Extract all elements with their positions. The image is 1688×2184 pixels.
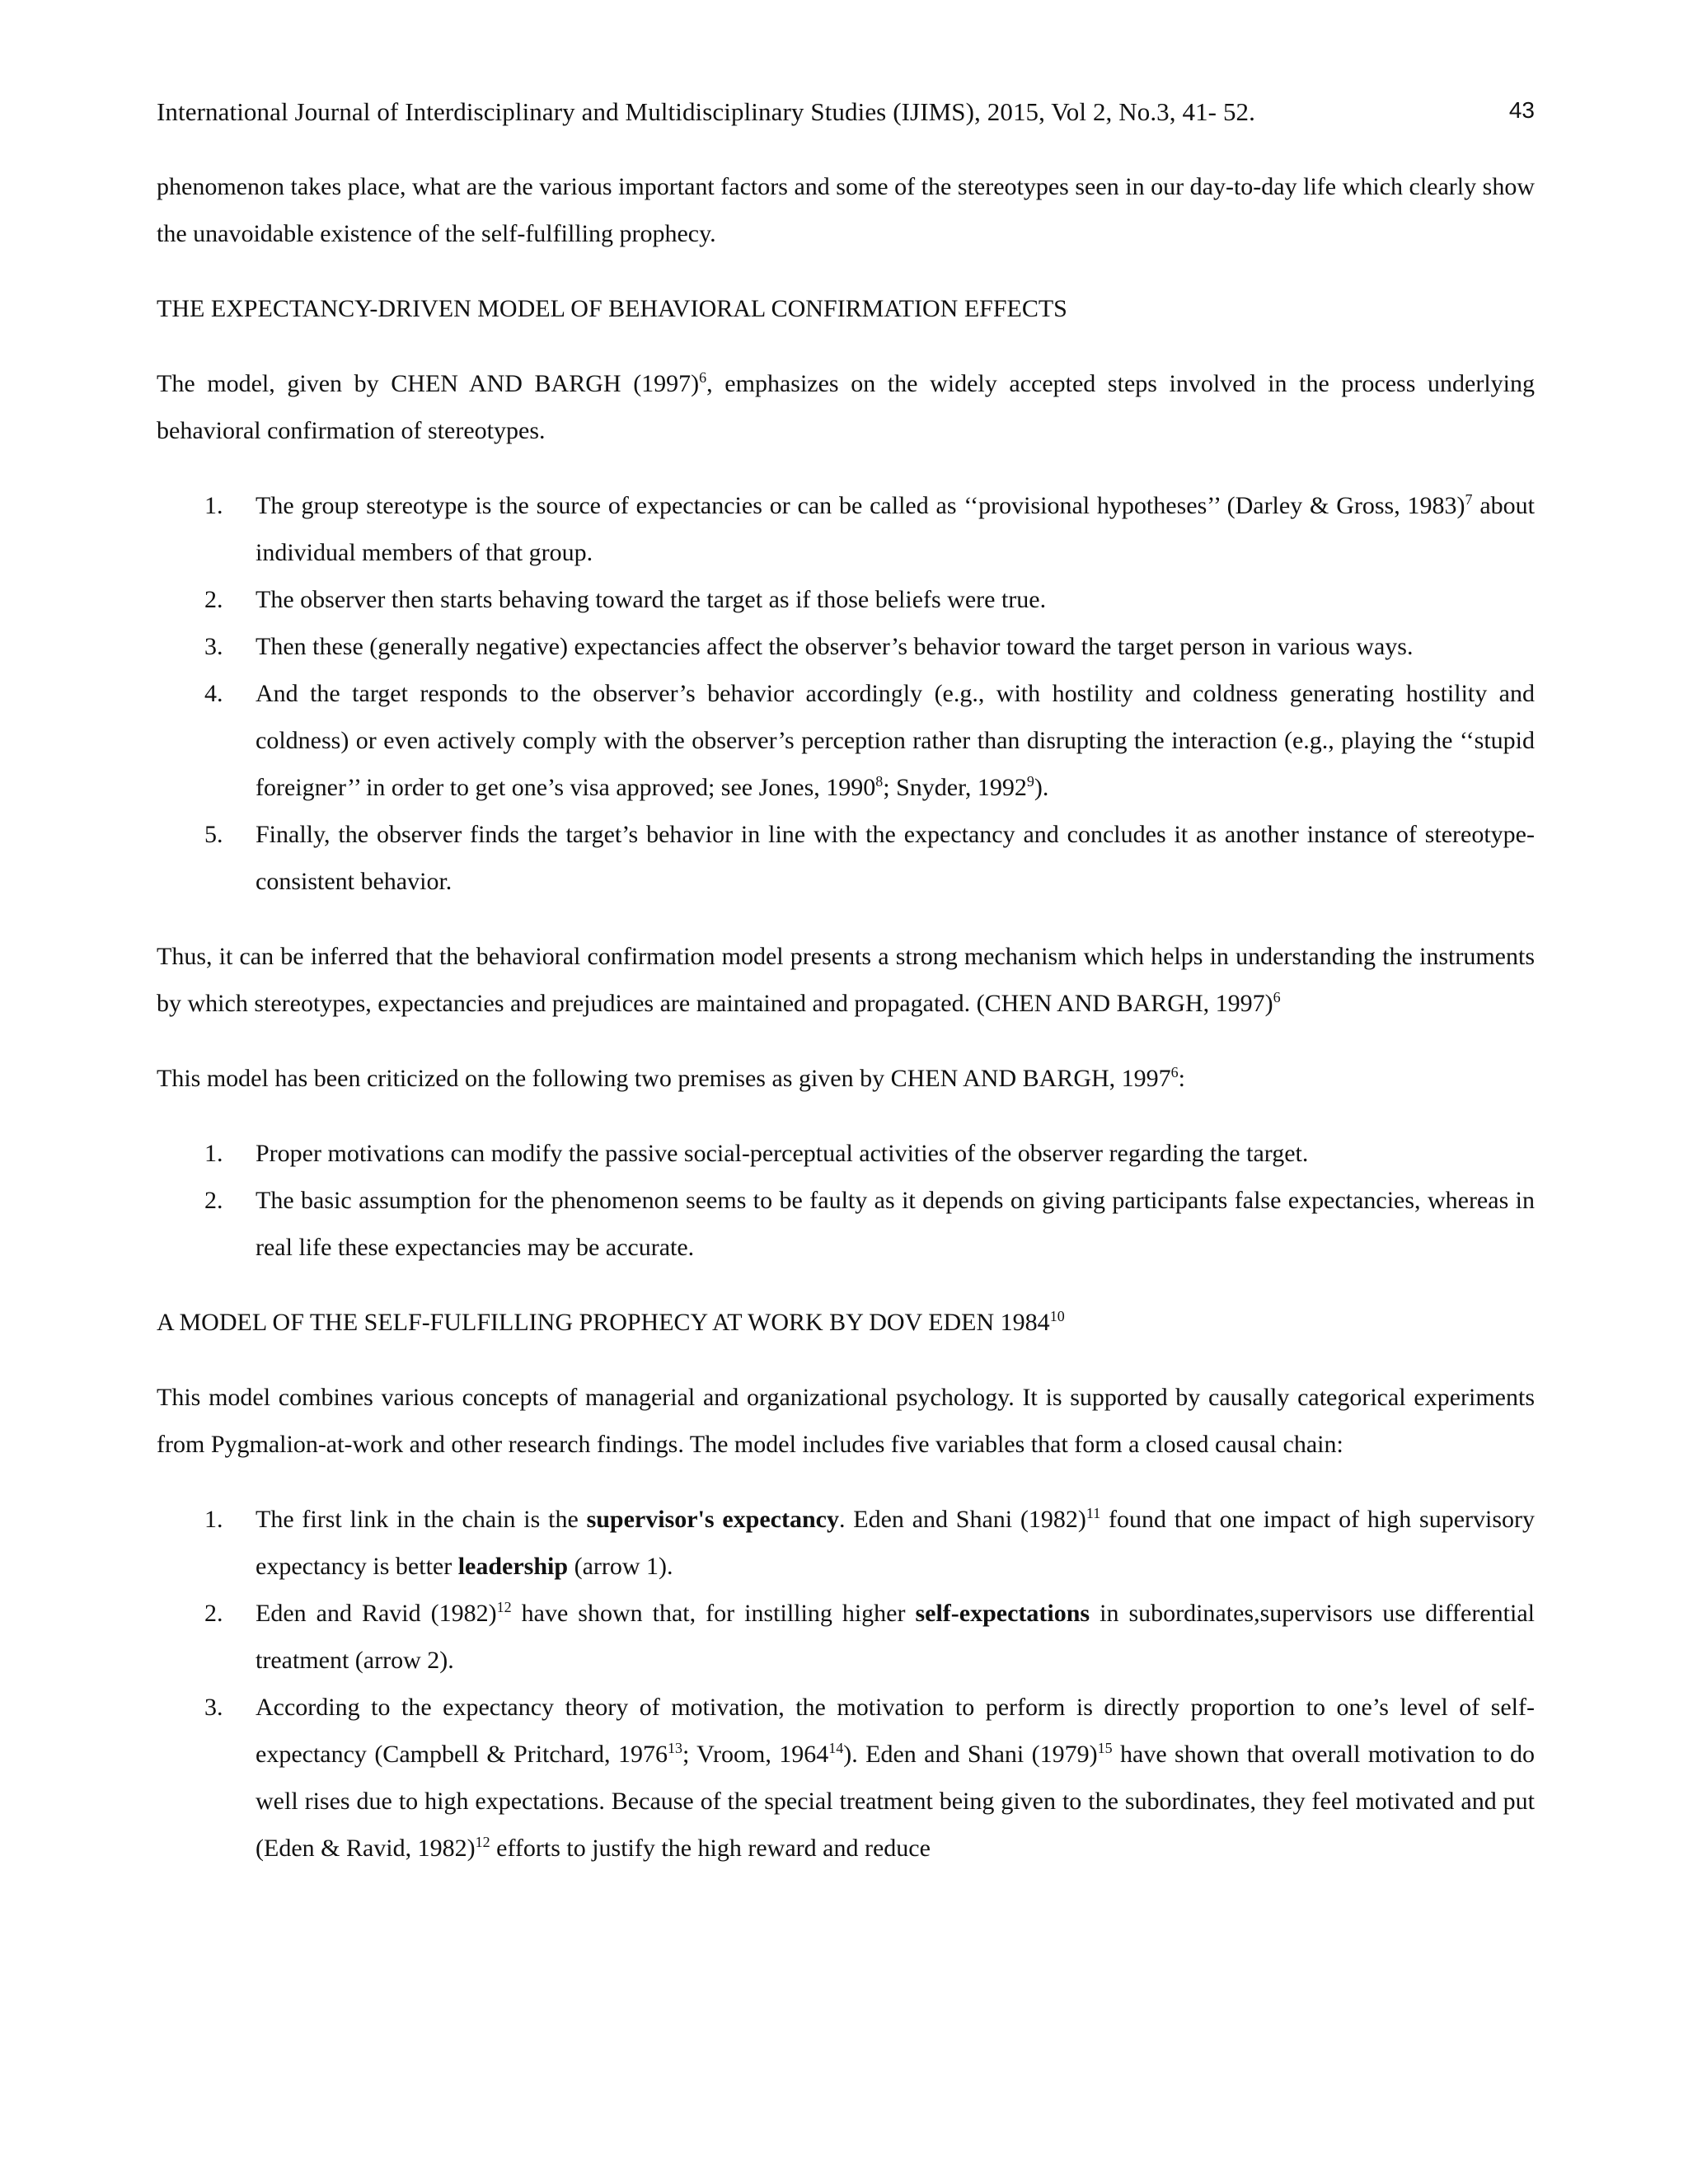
paragraph-eden-model: This model combines various concepts of managerial and organizational psychology. It is supported by causally categorical experiments from Pygmalion-at-work and other research findings. The model includes five variables that form a closed causal chain: — [157, 1384, 1535, 1458]
section-heading-expectancy-model: THE EXPECTANCY-DRIVEN MODEL OF BEHAVIORAL CONFIRMATION EFFECTS — [157, 295, 1067, 322]
causal-chain-list — [157, 1496, 1535, 1872]
section-heading-eden-model: A MODEL OF THE SELF-FULFILLING PROPHECY AT WORK BY DOV EDEN 1984$^{10}$ — [157, 1308, 1065, 1336]
list-item: 3. Then these (generally negative) expectancies affect the observer’s behavior toward the target person in various ways. — [204, 633, 1414, 660]
list-item: 1. Proper motivations can modify the passive social-perceptual activities of the observer regarding the target. — [204, 1140, 1309, 1167]
list-item: 5. Finally, the observer finds the target’s behavior in line with the expectancy and concludes it as another instance of stereotype-consistent behavior. — [204, 821, 1535, 895]
paragraph-model-description: The model, given by CHEN AND BARGH $(1997)^6$, emphasizes on the widely accepted steps involved in the process underlying behavioral confirmation of stereotypes. — [157, 369, 1535, 444]
paragraph-criticism: This model has been criticized on the following two premises as given by CHEN AND BARGH, 1997$^6$: — [157, 1064, 1185, 1092]
journal-citation: International Journal of Interdisciplinary and Multidisciplinary Studies (IJIMS), 2015, Vol 2, No.3, 41- 52. — [157, 97, 1256, 126]
intro-paragraph: phenomenon takes place, what are the various important factors and some of the stereotypes seen in our day-to-day life which clearly show the unavoidable existence of the self-fulfilling prophecy. — [157, 173, 1535, 247]
page-body — [157, 163, 1535, 1872]
list-item: 2. Eden and Ravid $(1982)^{12}$ have shown that, for instilling higher self-expectations in subordinates,supervisors use differential treatment (arrow 2). — [204, 1599, 1535, 1674]
page-header — [157, 97, 1535, 138]
list-item: 2. The observer then starts behaving toward the target as if those beliefs were true. — [204, 586, 1047, 613]
citation-superscript: 6 — [699, 369, 707, 386]
list-item: 4. And the target responds to the observer’s behavior accordingly (e.g., with hostility and coldness generating hostility and coldness) or even actively comply with the observer’s perception rather than disrupting the interaction (e.g., playing the ‘‘stupid foreigner’’ in order to get one’s visa approved; see Jones, 1990$^8$; Snyder, 1992$^9$). — [204, 680, 1535, 801]
paragraph-inference: Thus, it can be inferred that the behavioral confirmation model presents a strong mechanism which helps in understanding the instruments by which stereotypes, expectancies and prejudices are maintained and propagated. (CHEN AND BARGH, 1997)$^6$ — [157, 943, 1535, 1017]
steps-list — [157, 482, 1535, 905]
list-item: 1. The group stereotype is the source of expectancies or can be called as ‘‘provisional hypotheses’’ (Darley & Gross, 1983)$^7$ about individual members of that group. — [204, 491, 1535, 566]
page-number: 43 — [1508, 97, 1535, 123]
list-item: 3. According to the expectancy theory of motivation, the motivation to perform is directly proportion to one’s level of self-expectancy (Campbell & Pritchard, 1976$^{13}$; Vroom, 1964$^{14}$). Eden and Shani $(1979)^{15}$ have shown that overall motivation to do well rises due to high expectations. Because of the special treatment being given to the subordinates, they feel motivated and put (Eden & Ravid, 1982)$^{12}$ efforts to justify the high reward and reduce — [204, 1694, 1536, 1862]
list-item: 2. The basic assumption for the phenomenon seems to be faulty as it depends on giving participants false expectancies, whereas in real life these expectancies may be accurate. — [204, 1187, 1535, 1261]
criticism-list — [157, 1130, 1535, 1271]
list-item: 1. The first link in the chain is the supervisor's expectancy. Eden and Shani $(1982)^{11}$ found that one impact of high supervisory expectancy is better leadership (arrow 1). — [204, 1505, 1535, 1580]
